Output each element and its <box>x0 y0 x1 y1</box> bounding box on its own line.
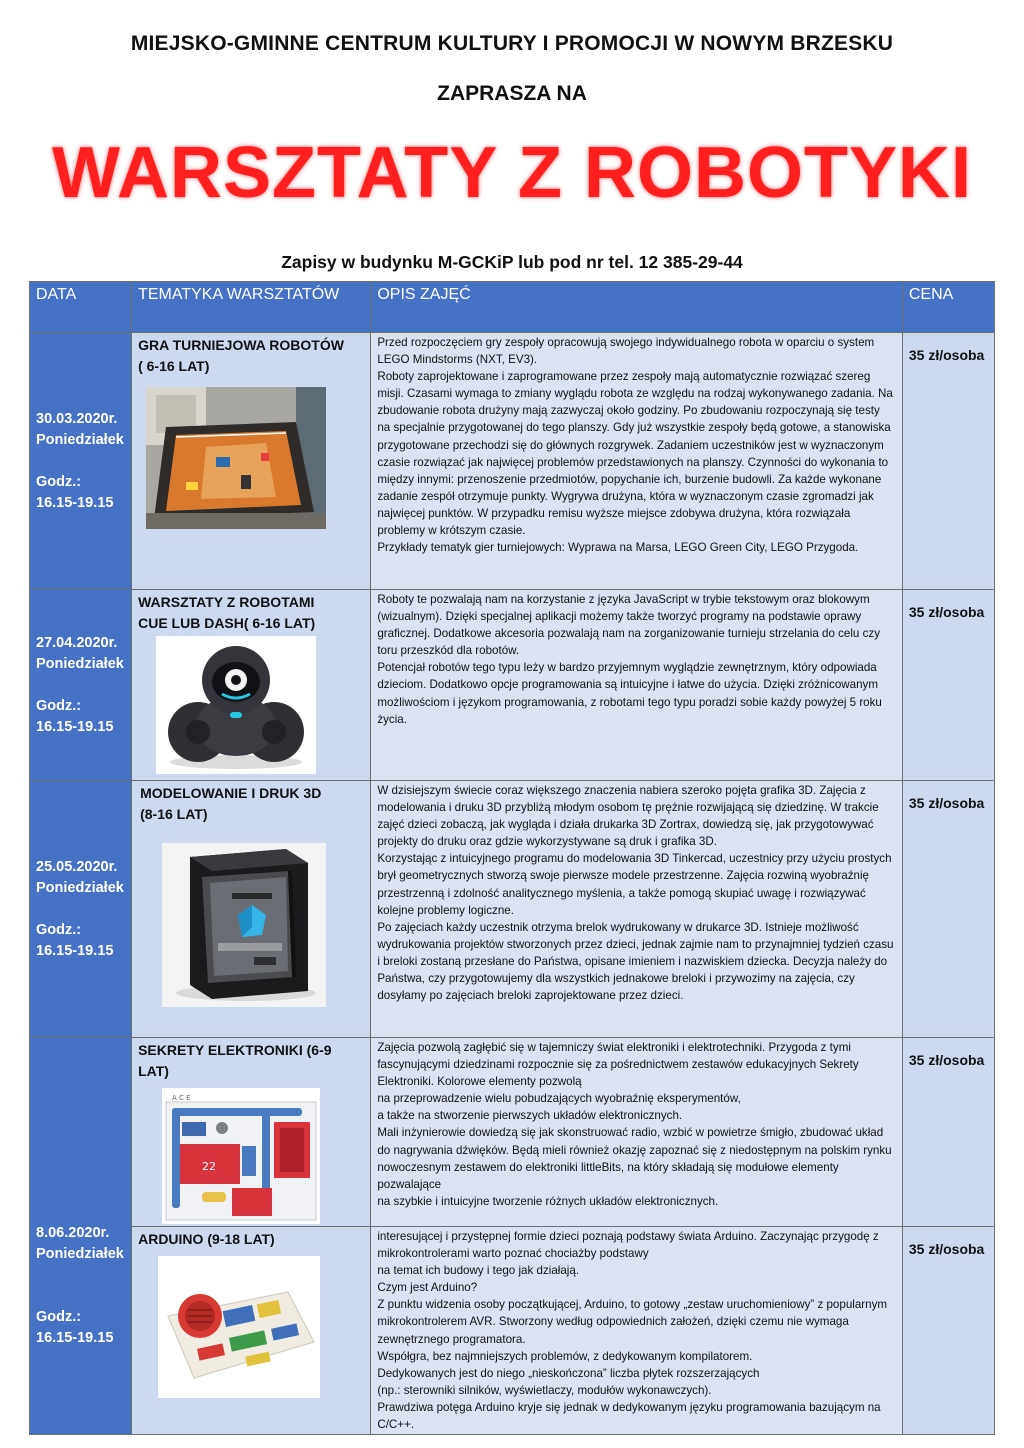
date-cell <box>30 781 132 1038</box>
dash-robot-photo <box>156 636 316 774</box>
page-title: WARSZTATY Z ROBOTYKI <box>52 133 972 213</box>
description-paragraph: Roboty te pozwalają nam na korzystanie z języka JavaScript w trybie tekstowym oraz blokowym (wizualnym). Dzięki specjalnej aplikacji możemy także tworzyć programy na podstawie oprawy graficznej. Dodatkowe akcesoria pozwalają nam na zorganizowanie turnieju strzelania do celu czy toru przeszkód dla robotów. <box>377 593 880 658</box>
day-value: Poniedziałek <box>36 655 124 672</box>
3d-printer-photo <box>162 843 326 1007</box>
description-paragraph: Przykłady tematyk gier turniejowych: Wyprawa na Marsa, LEGO Green City, LEGO Przygoda. <box>377 541 859 555</box>
table-row <box>30 333 995 590</box>
date-value: 30.03.2020r. <box>36 410 118 427</box>
invite-heading: ZAPRASZA NA <box>437 82 587 105</box>
date-value: 8.06.2020r. <box>36 1225 110 1242</box>
topic-name: GRA TURNIEJOWA ROBOTÓW <box>138 337 344 353</box>
description-paragraph: (np.: sterowniki silników, wyświetlaczy, modułów wykonawczych). <box>377 1383 712 1397</box>
table-row <box>30 1038 995 1227</box>
table-row <box>30 590 995 781</box>
topic-cell <box>132 333 371 590</box>
column-header-price: CENA <box>902 282 994 333</box>
topic-cell <box>132 590 371 781</box>
description-cell <box>371 590 903 781</box>
description-paragraph: Dedykowanych jest do niego „nieskończona” liczba płytek rozszerzających <box>377 1366 760 1380</box>
description-paragraph: Prawdziwa potęga Arduino kryje się jednak w dedykowanym języku programowania bazującym na C/C++. <box>377 1400 881 1432</box>
column-header-date: DATA <box>30 282 132 333</box>
price-cell: 35 zł/osoba <box>902 1227 994 1435</box>
arduino-kit-photo <box>158 1256 320 1398</box>
date-value: 25.05.2020r. <box>36 858 118 875</box>
date-value: 27.04.2020r. <box>36 634 118 651</box>
column-header-topic: TEMATYKA WARSZTATÓW <box>132 282 371 333</box>
description-paragraph: na przeprowadzenie wielu pobudzających wyobraźnię eksperymentów, <box>377 1092 741 1106</box>
topic-age: (8-16 LAT) <box>140 806 208 822</box>
description-paragraph: interesującej i przystępnej formie dzieci poznają podstawy świata Arduino. Zaczynając przygodę z mikrokontrolerami warto poznać chociażby podstawy <box>377 1230 879 1261</box>
topic-age: CUE LUB DASH( 6-16 LAT) <box>138 615 316 631</box>
date-cell <box>30 333 132 590</box>
electronics-kit-photo <box>162 1088 320 1224</box>
topic-name: ARDUINO (9-18 LAT) <box>138 1231 275 1247</box>
price-cell: 35 zł/osoba <box>902 781 994 1038</box>
description-cell <box>371 1038 903 1227</box>
description-paragraph: na temat ich budowy i tego jak działają. <box>377 1264 580 1278</box>
table-row <box>30 1227 995 1435</box>
svg-text:A C E: A C E <box>172 1094 191 1102</box>
topic-cell <box>132 1038 371 1227</box>
column-header-description: OPIS ZAJĘĆ <box>371 282 903 333</box>
day-value: Poniedziałek <box>36 431 124 448</box>
price-cell: 35 zł/osoba <box>902 1038 994 1227</box>
topic-name: WARSZTATY Z ROBOTAMI <box>138 594 315 610</box>
hours-value: 16.15-19.15 <box>36 1330 114 1347</box>
description-paragraph: Roboty zaprojektowane i zaprogramowane przez zespoły mają automatycznie rozwiązać szereg misji. Czasami wymaga to zmiany wyglądu robota ze względu na rodzaj wykonywanego zadania. Na zbudowanie robota drużyny mają zazwyczaj około godziny. Po zbudowaniu rozpoczynają się testy na specjalnie przygotowanej do tego planszy. Gdy już wszystkie zespoły będą gotowe, a stanowiska przygotowane przechodzi się do głównych rozgrywek. Zadaniem uczestników jest w wyznaczonym czasie rozwiązać jak najwięcej problemów przedstawionych na planszy. Czynności do wykonania to między innymi: przenoszenie przedmiotów, popychanie ich, burzenie budowli. Za każde wykonane zadanie zespół otrzymuje punkty. Wygrywa drużyna, która w wyznaczonym czasie zgromadzi jak najwięcej punktów. W przypadku remisu wyższe miejsce zdobywa drużyna, która rozwiązała problemy w krótszym czasie. <box>377 370 893 538</box>
price-cell: 35 zł/osoba <box>902 333 994 590</box>
hours-value: 16.15-19.15 <box>36 718 114 735</box>
hours-label: Godz.: <box>36 1309 82 1326</box>
description-paragraph: Czym jest Arduino? <box>377 1281 478 1295</box>
table-header-row <box>30 282 995 333</box>
description-paragraph: W dzisiejszym świecie coraz większego znaczenia nabiera szeroko pojęta grafika 3D. Zajęcia z modelowania i druku 3D przybliżą młodym osobom tę prężnie rozwijającą się dziedzinę. W trakcie zajęć dzieci zobaczą, jak wygląda i działa drukarka 3D Zortrax, dowiedzą się, jak przygotowywać projekty do druku oraz gdzie wykorzystywane są druk i grafika 3D. <box>377 784 879 849</box>
description-paragraph: Korzystając z intuicyjnego programu do modelowania 3D Tinkercad, uczestnicy przy użyciu prostych brył geometrycznych stworzą swoje pierwsze modele przestrzenne. Zajęcia rozwiną wyobraźnię przestrzenną i zdolność analitycznego myślenia, a także pomogą skupiać uwagę i rozwiązywać kolejne problemy logiczne. <box>377 852 892 917</box>
description-cell <box>371 781 903 1038</box>
description-paragraph: a także na stworzenie pierwszych układów elektronicznych. <box>377 1109 683 1123</box>
description-cell <box>371 1227 903 1435</box>
table-row <box>30 781 995 1038</box>
description-paragraph: Zajęcia pozwolą zagłębić się w tajemniczy świat elektroniki i elektrotechniki. Przygoda z tymi fascynującymi dziedzinami rozpocznie się za pośrednictwem zestawów edukacyjnych Sekrety Elektroniki. Kolorowe elementy pozwolą <box>377 1041 859 1089</box>
description-paragraph: Potencjał robotów tego typu leży w bardzo przyjemnym wyglądzie zewnętrznym, który odpowiada dzieciom. Dodatkowo opcje programowania są intuicyjne i łatwe do użycia. Dzięki zróżnicowanym możliwościom i językom programowania, z robotami tego typu poradzi sobie każdy powyżej 5 roku życia. <box>377 661 882 726</box>
topic-name: SEKRETY ELEKTRONIKI (6-9 LAT) <box>138 1042 332 1079</box>
topic-age: ( 6-16 LAT) <box>138 358 210 374</box>
description-paragraph: Współgra, bez najmniejszych problemów, z dedykowanym kompilatorem. <box>377 1349 753 1363</box>
description-paragraph: Po zajęciach każdy uczestnik otrzyma brelok wydrukowany w drukarce 3D. Istnieje możliwość wydrukowania projektów stworzonych przez dzieci, jednak zajmie nam to przynajmniej tydzień czasu i breloki zostaną przesłane do Państwa, opisane imieniem i nazwiskiem dziecka. Decyzja należy do Państwa, czy przygotowujemy dla wszystkich jednakowe breloki i przywozimy na zajęcia, czy dosyłamy po zajęciach breloki zaprojektowane przez dzieci. <box>377 920 894 1003</box>
price-cell: 35 zł/osoba <box>902 590 994 781</box>
day-value: Poniedziałek <box>36 1246 124 1263</box>
hours-label: Godz.: <box>36 697 82 714</box>
hours-value: 16.15-19.15 <box>36 942 114 959</box>
robot-tournament-photo <box>146 387 326 529</box>
description-paragraph: na szybkie i intuicyjne tworzenie różnych układów elektronicznych. <box>377 1194 719 1208</box>
schedule-table <box>29 281 995 1435</box>
description-paragraph: Przed rozpoczęciem gry zespoły opracowują swojego indywidualnego robota w oparciu o system LEGO Mindstorms (NXT, EV3). <box>377 336 875 367</box>
topic-cell <box>132 1227 371 1435</box>
topic-cell <box>132 781 371 1038</box>
description-cell <box>371 333 903 590</box>
date-cell <box>30 1038 132 1435</box>
registration-info: Zapisy w budynku M-GCKiP lub pod nr tel. 12 385-29-44 <box>281 252 743 272</box>
hours-label: Godz.: <box>36 473 82 490</box>
hours-label: Godz.: <box>36 921 82 938</box>
description-paragraph: Z punktu widzenia osoby początkującej, Arduino, to gotowy „zestaw uruchomieniowy” z popularnym mikrokontrolerem AVR. Stworzony według odpowiednich założeń, dzięki czemu nie wymaga zewnętrznego programatora. <box>377 1298 888 1346</box>
hours-value: 16.15-19.15 <box>36 494 114 511</box>
svg-text:22: 22 <box>202 1160 217 1173</box>
description-paragraph: Mali inżynierowie dowiedzą się jak skonstruować radio, wzbić w powietrze śmigło, zbudować układ do nagrywania dźwięków. Będą mieli również okazję zapoznać się z niedostępnym na polskim rynku nowoczesnym zestawem do elektroniki littleBits, na który składają się modułowe elementy pozwalające <box>377 1126 892 1191</box>
day-value: Poniedziałek <box>36 879 124 896</box>
date-cell <box>30 590 132 781</box>
organizer-heading: MIEJSKO-GMINNE CENTRUM KULTURY I PROMOCJI W NOWYM BRZESKU <box>130 32 894 55</box>
topic-name: MODELOWANIE I DRUK 3D <box>140 785 322 801</box>
